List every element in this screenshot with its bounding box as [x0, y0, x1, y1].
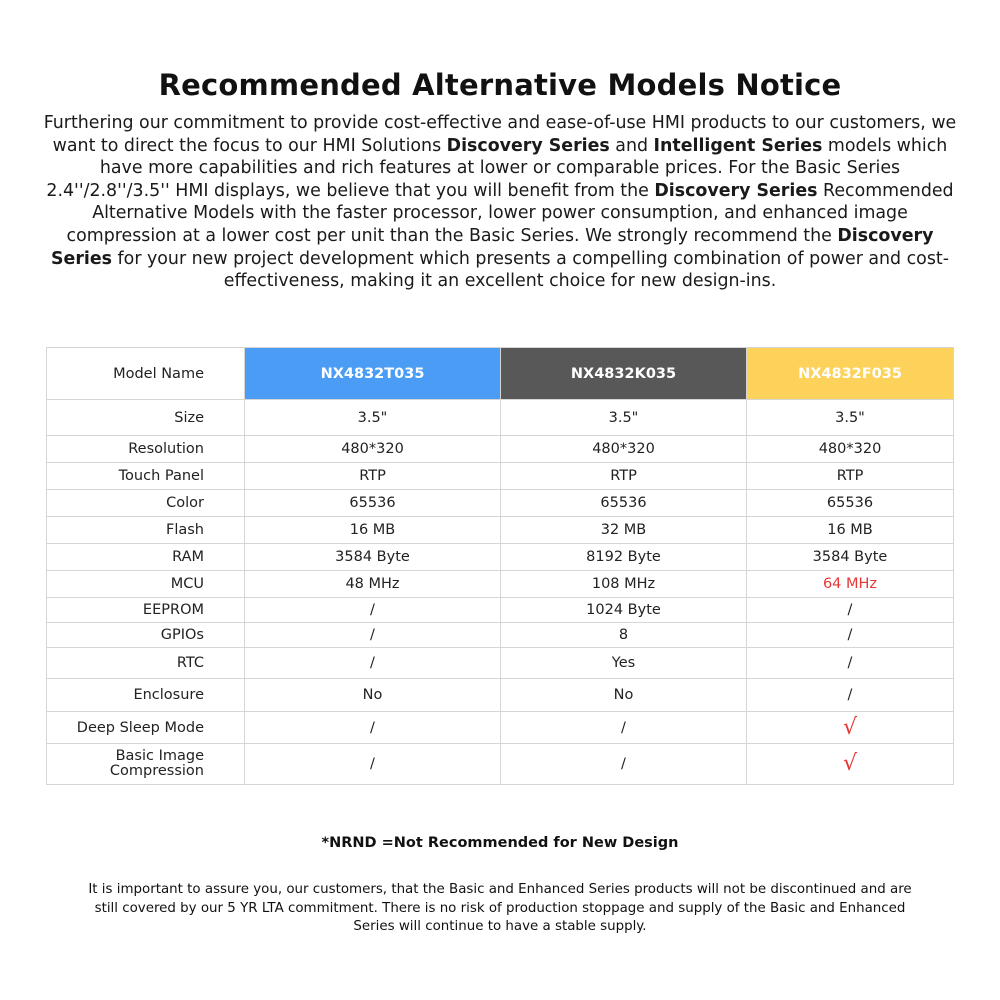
checkmark-icon: [747, 744, 954, 785]
row-label: Flash: [47, 517, 245, 544]
table-row: [47, 463, 954, 490]
cell-value: /: [501, 712, 747, 744]
page-title: Recommended Alternative Models Notice: [158, 68, 842, 102]
table-row: [47, 517, 954, 544]
cell-value: 3584 Byte: [747, 544, 954, 571]
intro-text: models which have more capabilities and rich features at lower or comparable prices. For the Basic Series 2.4''/2.8''/3.5'' HMI displays, we believe that you will benefit from the: [46, 135, 948, 201]
cell-value: /: [245, 744, 501, 785]
table-row: [47, 598, 954, 623]
cell-value: No: [245, 679, 501, 712]
cell-value: RTP: [245, 463, 501, 490]
cell-value: 3.5": [747, 400, 954, 436]
checkmark-glyph: √: [842, 751, 858, 776]
cell-value: 16 MB: [747, 517, 954, 544]
row-label: Color: [47, 490, 245, 517]
table-header-row: [47, 348, 954, 400]
cell-value: 48 MHz: [245, 571, 501, 598]
cell-value: 65536: [245, 490, 501, 517]
table-row: [47, 744, 954, 785]
cell-value: /: [245, 648, 501, 679]
row-label: Resolution: [47, 436, 245, 463]
cell-value: 32 MB: [501, 517, 747, 544]
cell-value: /: [747, 679, 954, 712]
table-row: [47, 571, 954, 598]
checkmark-icon: [747, 712, 954, 744]
cell-value: RTP: [747, 463, 954, 490]
cell-value: /: [747, 648, 954, 679]
cell-value: 108 MHz: [501, 571, 747, 598]
row-label: RAM: [47, 544, 245, 571]
table-row: [47, 400, 954, 436]
cell-value: 65536: [747, 490, 954, 517]
cell-value: 1024 Byte: [501, 598, 747, 623]
cell-value-highlight: 64 MHz: [747, 571, 954, 598]
model-header-nx4832k035: NX4832K035: [501, 348, 747, 400]
cell-value: /: [245, 598, 501, 623]
cell-value: 3584 Byte: [245, 544, 501, 571]
table-row: [47, 648, 954, 679]
cell-value: 8192 Byte: [501, 544, 747, 571]
row-label: Deep Sleep Mode: [47, 712, 245, 744]
intro-paragraph: [40, 112, 960, 293]
header-label: Model Name: [47, 348, 245, 400]
cell-value: No: [501, 679, 747, 712]
cell-value: RTP: [501, 463, 747, 490]
intro-text: Recommended Alternative Models with the faster processor, lower power consumption, and enhanced image compression at a lower cost per unit than the Basic Series. We strongly recommend the: [66, 180, 954, 246]
table-row: [47, 712, 954, 744]
cell-value: 3.5": [245, 400, 501, 436]
row-label: RTC: [47, 648, 245, 679]
row-label: Enclosure: [47, 679, 245, 712]
intro-text: Furthering our commitment to provide cost-effective and ease-of-use HMI products to our customers, we want to direct the focus to our HMI Solutions: [43, 113, 957, 156]
cell-value: Yes: [501, 648, 747, 679]
table-row: [47, 436, 954, 463]
footer-note: It is important to assure you, our customers, that the Basic and Enhanced Series products will not be discontinued and are still covered by our 5 YR LTA commitment. There is no risk of production stoppage and supply of the Basic and Enhanced Series will continue to have a stable supply.: [88, 882, 912, 934]
table-row: [47, 544, 954, 571]
row-label: Basic Image Compression: [47, 744, 245, 785]
intro-emphasis-intelligent: Intelligent Series: [653, 135, 823, 156]
row-label: MCU: [47, 571, 245, 598]
cell-value: 65536: [501, 490, 747, 517]
cell-value: 16 MB: [245, 517, 501, 544]
model-header-nx4832f035: NX4832F035: [747, 348, 954, 400]
cell-value: 480*320: [747, 436, 954, 463]
row-label: EEPROM: [47, 598, 245, 623]
row-label: GPIOs: [47, 623, 245, 648]
row-label: Size: [47, 400, 245, 436]
cell-value: /: [747, 623, 954, 648]
row-label: Touch Panel: [47, 463, 245, 490]
intro-emphasis-discovery: Discovery Series: [654, 180, 818, 201]
table-row: [47, 490, 954, 517]
cell-value: /: [747, 598, 954, 623]
cell-value: 480*320: [501, 436, 747, 463]
intro-text: for your new project development which presents a compelling combination of power and cost-effectiveness, making it an excellent choice for new design-ins.: [112, 248, 949, 292]
checkmark-glyph: √: [842, 714, 858, 740]
comparison-table: [46, 347, 954, 785]
cell-value: /: [501, 744, 747, 785]
intro-text: and: [609, 135, 654, 156]
intro-emphasis-discovery: Discovery Series: [446, 135, 610, 156]
model-header-nx4832t035: NX4832T035: [245, 348, 501, 400]
nrnd-note: *NRND =Not Recommended for New Design: [321, 835, 679, 851]
table-row: [47, 623, 954, 648]
cell-value: /: [245, 623, 501, 648]
table-row: [47, 679, 954, 712]
cell-value: 3.5": [501, 400, 747, 436]
cell-value: 480*320: [245, 436, 501, 463]
intro-emphasis-discovery: Discovery Series: [51, 225, 934, 269]
cell-value: /: [245, 712, 501, 744]
cell-value: 8: [501, 623, 747, 648]
